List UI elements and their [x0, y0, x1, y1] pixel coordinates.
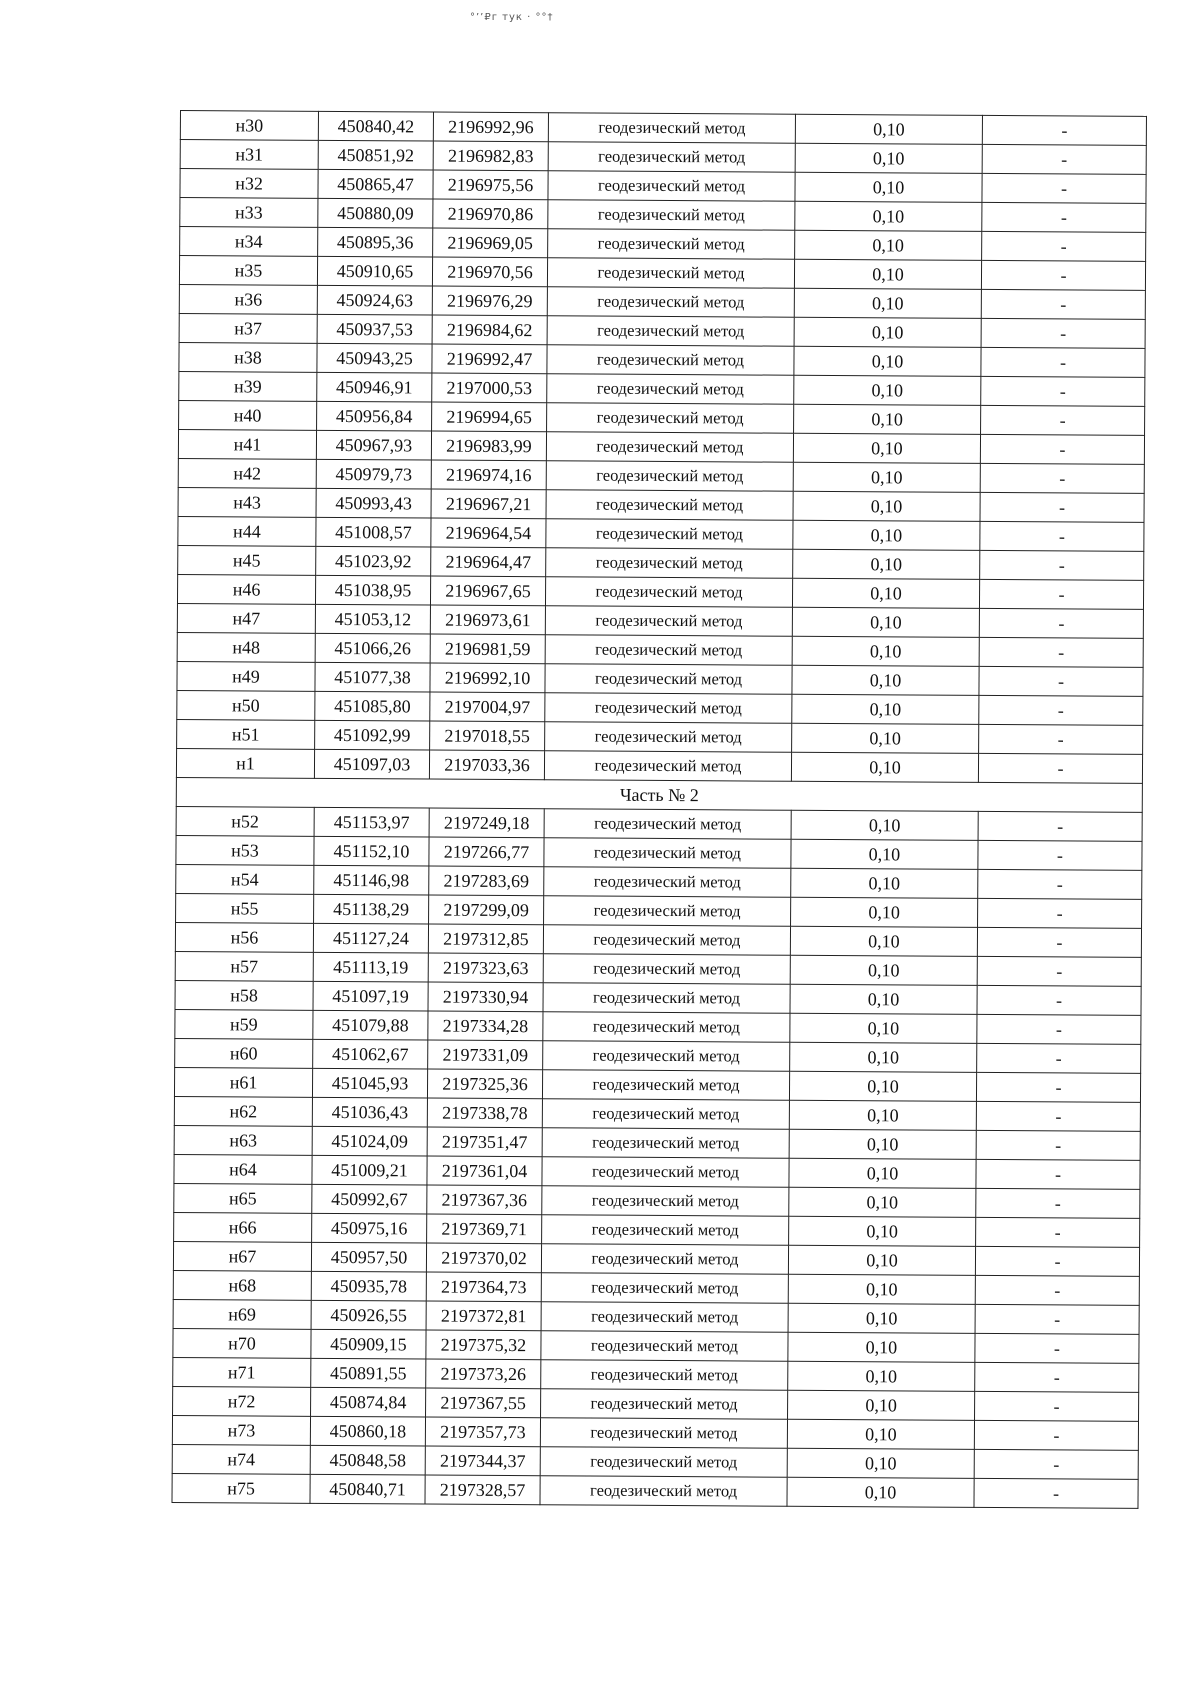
y-coordinate-cell: 2196992,96: [433, 112, 548, 142]
x-coordinate-cell: 451062,67: [313, 1039, 428, 1069]
y-coordinate-cell: 2197299,09: [429, 895, 544, 925]
y-coordinate-cell: 2197367,36: [427, 1185, 542, 1215]
x-coordinate-cell: 451066,26: [315, 633, 430, 663]
description-cell: -: [977, 1014, 1141, 1044]
y-coordinate-cell: 2196970,86: [433, 199, 548, 229]
accuracy-cell: 0,10: [792, 723, 979, 753]
point-name-cell: н42: [178, 458, 316, 488]
x-coordinate-cell: 451092,99: [315, 720, 430, 750]
point-name-cell: н37: [179, 313, 317, 343]
y-coordinate-cell: 2197283,69: [429, 866, 544, 896]
method-cell: геодезический метод: [546, 519, 793, 550]
description-cell: -: [976, 1159, 1140, 1189]
accuracy-cell: 0,10: [789, 1187, 976, 1217]
description-cell: -: [980, 550, 1144, 580]
point-name-cell: н57: [175, 951, 313, 981]
point-name-cell: н40: [179, 400, 317, 430]
description-cell: -: [981, 405, 1145, 435]
method-cell: геодезический метод: [541, 1244, 788, 1275]
description-cell: -: [974, 1478, 1138, 1508]
description-cell: -: [975, 1275, 1139, 1305]
point-name-cell: н52: [176, 806, 314, 836]
method-cell: геодезический метод: [548, 229, 795, 260]
y-coordinate-cell: 2197249,18: [429, 808, 544, 838]
y-coordinate-cell: 2197375,32: [426, 1330, 541, 1360]
method-cell: геодезический метод: [548, 142, 795, 173]
description-cell: -: [980, 521, 1144, 551]
accuracy-cell: 0,10: [788, 1332, 975, 1362]
y-coordinate-cell: 2197323,63: [428, 953, 543, 983]
method-cell: геодезический метод: [540, 1418, 787, 1449]
y-coordinate-cell: 2196964,47: [431, 547, 546, 577]
accuracy-cell: 0,10: [791, 752, 978, 782]
method-cell: геодезический метод: [546, 490, 793, 521]
method-cell: геодезический метод: [546, 548, 793, 579]
y-coordinate-cell: 2196976,29: [432, 286, 547, 316]
accuracy-cell: 0,10: [790, 984, 977, 1014]
description-cell: -: [978, 840, 1142, 870]
x-coordinate-cell: 451024,09: [312, 1126, 427, 1156]
method-cell: геодезический метод: [545, 606, 792, 637]
accuracy-cell: 0,10: [789, 1071, 976, 1101]
description-cell: -: [982, 173, 1146, 203]
x-coordinate-cell: 450851,92: [318, 140, 433, 170]
point-name-cell: н45: [178, 545, 316, 575]
method-cell: геодезический метод: [543, 1012, 790, 1043]
y-coordinate-cell: 2196967,21: [431, 489, 546, 519]
method-cell: геодезический метод: [544, 838, 791, 869]
method-cell: геодезический метод: [545, 693, 792, 724]
point-name-cell: н31: [180, 140, 318, 170]
accuracy-cell: 0,10: [794, 317, 981, 347]
y-coordinate-cell: 2197328,57: [425, 1475, 540, 1505]
method-cell: геодезический метод: [547, 316, 794, 347]
x-coordinate-cell: 450840,71: [310, 1474, 425, 1504]
accuracy-cell: 0,10: [789, 1158, 976, 1188]
description-cell: -: [976, 1072, 1140, 1102]
y-coordinate-cell: 2197338,78: [427, 1098, 542, 1128]
accuracy-cell: 0,10: [791, 868, 978, 898]
point-name-cell: н36: [179, 284, 317, 314]
point-name-cell: н70: [173, 1328, 311, 1358]
accuracy-cell: 0,10: [787, 1448, 974, 1478]
accuracy-cell: 0,10: [794, 288, 981, 318]
x-coordinate-cell: 451153,97: [314, 807, 429, 837]
method-cell: геодезический метод: [548, 200, 795, 231]
accuracy-cell: 0,10: [794, 375, 981, 405]
method-cell: геодезический метод: [548, 171, 795, 202]
y-coordinate-cell: 2197344,37: [425, 1446, 540, 1476]
x-coordinate-cell: 450910,65: [317, 256, 432, 286]
method-cell: геодезический метод: [543, 1041, 790, 1072]
y-coordinate-cell: 2196967,65: [430, 576, 545, 606]
accuracy-cell: 0,10: [789, 1129, 976, 1159]
method-cell: геодезический метод: [544, 896, 791, 927]
accuracy-cell: 0,10: [789, 1100, 976, 1130]
y-coordinate-cell: 2197325,36: [427, 1069, 542, 1099]
description-cell: -: [982, 115, 1146, 145]
y-coordinate-cell: 2197334,28: [428, 1011, 543, 1041]
accuracy-cell: 0,10: [795, 201, 982, 231]
accuracy-cell: 0,10: [791, 839, 978, 869]
x-coordinate-cell: 450993,43: [316, 488, 431, 518]
x-coordinate-cell: 450860,18: [310, 1416, 425, 1446]
point-name-cell: н56: [175, 922, 313, 952]
y-coordinate-cell: 2196973,61: [430, 605, 545, 635]
x-coordinate-cell: 451079,88: [313, 1010, 428, 1040]
y-coordinate-cell: 2197312,85: [428, 924, 543, 954]
point-name-cell: н49: [177, 661, 315, 691]
description-cell: -: [982, 231, 1146, 261]
y-coordinate-cell: 2197361,04: [427, 1156, 542, 1186]
accuracy-cell: 0,10: [793, 520, 980, 550]
accuracy-cell: 0,10: [788, 1274, 975, 1304]
method-cell: геодезический метод: [544, 809, 791, 840]
method-cell: геодезический метод: [540, 1476, 787, 1507]
x-coordinate-cell: 451077,38: [315, 662, 430, 692]
description-cell: -: [974, 1420, 1138, 1450]
point-name-cell: н32: [180, 169, 318, 199]
accuracy-cell: 0,10: [792, 636, 979, 666]
x-coordinate-cell: 450946,91: [317, 372, 432, 402]
x-coordinate-cell: 450874,84: [311, 1387, 426, 1417]
description-cell: -: [978, 811, 1142, 841]
header-stamp: °’’₽г тук · °°†: [470, 12, 554, 23]
y-coordinate-cell: 2197018,55: [430, 721, 545, 751]
x-coordinate-cell: 451138,29: [314, 894, 429, 924]
accuracy-cell: 0,10: [792, 578, 979, 608]
part-label: Часть № 2: [176, 777, 1142, 812]
table-row: [172, 1473, 1138, 1508]
method-cell: геодезический метод: [545, 664, 792, 695]
point-name-cell: н74: [172, 1444, 310, 1474]
y-coordinate-cell: 2196974,16: [431, 460, 546, 490]
point-name-cell: н72: [173, 1386, 311, 1416]
point-name-cell: н35: [179, 256, 317, 286]
x-coordinate-cell: 450937,53: [317, 314, 432, 344]
x-coordinate-cell: 451146,98: [314, 865, 429, 895]
x-coordinate-cell: 450924,63: [317, 285, 432, 315]
x-coordinate-cell: 450979,73: [316, 459, 431, 489]
description-cell: -: [975, 1304, 1139, 1334]
point-name-cell: н39: [179, 371, 317, 401]
description-cell: -: [975, 1333, 1139, 1363]
point-name-cell: н75: [172, 1473, 310, 1503]
description-cell: -: [979, 637, 1143, 667]
y-coordinate-cell: 2197364,73: [426, 1272, 541, 1302]
description-cell: -: [981, 318, 1145, 348]
x-coordinate-cell: 450956,84: [317, 401, 432, 431]
x-coordinate-cell: 451053,12: [315, 604, 430, 634]
point-name-cell: н63: [174, 1125, 312, 1155]
point-name-cell: н59: [175, 1009, 313, 1039]
coordinates-table-body: [172, 111, 1146, 1509]
method-cell: геодезический метод: [541, 1331, 788, 1362]
method-cell: геодезический метод: [543, 925, 790, 956]
description-cell: -: [981, 289, 1145, 319]
description-cell: -: [977, 956, 1141, 986]
accuracy-cell: 0,10: [795, 143, 982, 173]
method-cell: геодезический метод: [547, 374, 794, 405]
method-cell: геодезический метод: [542, 1099, 789, 1130]
y-coordinate-cell: 2196994,65: [432, 402, 547, 432]
point-name-cell: н65: [174, 1183, 312, 1213]
description-cell: -: [975, 1362, 1139, 1392]
y-coordinate-cell: 2197372,81: [426, 1301, 541, 1331]
accuracy-cell: 0,10: [787, 1477, 974, 1507]
x-coordinate-cell: 450880,09: [318, 198, 433, 228]
x-coordinate-cell: 450943,25: [317, 343, 432, 373]
point-name-cell: н66: [174, 1212, 312, 1242]
x-coordinate-cell: 451009,21: [312, 1155, 427, 1185]
point-name-cell: н46: [177, 574, 315, 604]
accuracy-cell: 0,10: [792, 665, 979, 695]
x-coordinate-cell: 451097,03: [314, 749, 429, 779]
method-cell: геодезический метод: [543, 983, 790, 1014]
method-cell: геодезический метод: [542, 1128, 789, 1159]
y-coordinate-cell: 2197004,97: [430, 692, 545, 722]
description-cell: -: [980, 434, 1144, 464]
point-name-cell: н69: [173, 1299, 311, 1329]
accuracy-cell: 0,10: [794, 404, 981, 434]
description-cell: -: [976, 1188, 1140, 1218]
y-coordinate-cell: 2196975,56: [433, 170, 548, 200]
method-cell: геодезический метод: [547, 258, 794, 289]
point-name-cell: н55: [176, 893, 314, 923]
description-cell: -: [981, 376, 1145, 406]
accuracy-cell: 0,10: [795, 172, 982, 202]
accuracy-cell: 0,10: [793, 549, 980, 579]
accuracy-cell: 0,10: [791, 810, 978, 840]
method-cell: геодезический метод: [541, 1360, 788, 1391]
accuracy-cell: 0,10: [793, 433, 980, 463]
method-cell: геодезический метод: [542, 1215, 789, 1246]
x-coordinate-cell: 451038,95: [315, 575, 430, 605]
description-cell: -: [979, 695, 1143, 725]
y-coordinate-cell: 2196970,56: [432, 257, 547, 287]
accuracy-cell: 0,10: [793, 491, 980, 521]
method-cell: геодезический метод: [542, 1186, 789, 1217]
y-coordinate-cell: 2196992,10: [430, 663, 545, 693]
y-coordinate-cell: 2197370,02: [426, 1243, 541, 1273]
x-coordinate-cell: 450909,15: [311, 1329, 426, 1359]
description-cell: -: [980, 463, 1144, 493]
description-cell: -: [978, 869, 1142, 899]
y-coordinate-cell: 2197033,36: [429, 750, 544, 780]
point-name-cell: н38: [179, 342, 317, 372]
accuracy-cell: 0,10: [790, 1013, 977, 1043]
y-coordinate-cell: 2197330,94: [428, 982, 543, 1012]
y-coordinate-cell: 2197000,53: [432, 373, 547, 403]
point-name-cell: н41: [178, 429, 316, 459]
x-coordinate-cell: 451113,19: [313, 952, 428, 982]
x-coordinate-cell: 451127,24: [313, 923, 428, 953]
accuracy-cell: 0,10: [790, 955, 977, 985]
point-name-cell: н51: [177, 719, 315, 749]
method-cell: геодезический метод: [545, 722, 792, 753]
x-coordinate-cell: 450967,93: [316, 430, 431, 460]
description-cell: -: [974, 1449, 1138, 1479]
point-name-cell: н50: [177, 690, 315, 720]
method-cell: геодезический метод: [548, 113, 795, 144]
description-cell: -: [977, 985, 1141, 1015]
accuracy-cell: 0,10: [795, 230, 982, 260]
description-cell: -: [978, 898, 1142, 928]
method-cell: геодезический метод: [547, 345, 794, 376]
accuracy-cell: 0,10: [795, 114, 982, 144]
point-name-cell: н30: [180, 111, 318, 141]
description-cell: -: [976, 1101, 1140, 1131]
x-coordinate-cell: 450957,50: [311, 1242, 426, 1272]
point-name-cell: н62: [174, 1096, 312, 1126]
description-cell: -: [976, 1130, 1140, 1160]
x-coordinate-cell: 451045,93: [312, 1068, 427, 1098]
accuracy-cell: 0,10: [794, 259, 981, 289]
x-coordinate-cell: 450895,36: [318, 227, 433, 257]
method-cell: геодезический метод: [547, 403, 794, 434]
x-coordinate-cell: 451152,10: [314, 836, 429, 866]
x-coordinate-cell: 450992,67: [312, 1184, 427, 1214]
x-coordinate-cell: 451036,43: [312, 1097, 427, 1127]
method-cell: геодезический метод: [544, 751, 791, 782]
description-cell: -: [979, 724, 1143, 754]
accuracy-cell: 0,10: [788, 1390, 975, 1420]
x-coordinate-cell: 450848,58: [310, 1445, 425, 1475]
y-coordinate-cell: 2196992,47: [432, 344, 547, 374]
y-coordinate-cell: 2196981,59: [430, 634, 545, 664]
coordinates-table: [171, 110, 1146, 1509]
x-coordinate-cell: 450975,16: [312, 1213, 427, 1243]
accuracy-cell: 0,10: [792, 607, 979, 637]
y-coordinate-cell: 2197331,09: [428, 1040, 543, 1070]
point-name-cell: н47: [177, 603, 315, 633]
accuracy-cell: 0,10: [790, 926, 977, 956]
point-name-cell: н53: [176, 835, 314, 865]
method-cell: геодезический метод: [544, 867, 791, 898]
point-name-cell: н60: [175, 1038, 313, 1068]
accuracy-cell: 0,10: [793, 462, 980, 492]
description-cell: -: [975, 1391, 1139, 1421]
accuracy-cell: 0,10: [794, 346, 981, 376]
accuracy-cell: 0,10: [791, 897, 978, 927]
x-coordinate-cell: 450840,42: [318, 111, 433, 141]
x-coordinate-cell: 451097,19: [313, 981, 428, 1011]
method-cell: геодезический метод: [545, 577, 792, 608]
accuracy-cell: 0,10: [792, 694, 979, 724]
accuracy-cell: 0,10: [790, 1042, 977, 1072]
y-coordinate-cell: 2197357,73: [425, 1417, 540, 1447]
method-cell: геодезический метод: [542, 1157, 789, 1188]
point-name-cell: н43: [178, 487, 316, 517]
description-cell: -: [982, 144, 1146, 174]
y-coordinate-cell: 2196983,99: [431, 431, 546, 461]
description-cell: -: [982, 202, 1146, 232]
accuracy-cell: 0,10: [788, 1361, 975, 1391]
description-cell: -: [976, 1217, 1140, 1247]
y-coordinate-cell: 2197266,77: [429, 837, 544, 867]
x-coordinate-cell: 451023,92: [316, 546, 431, 576]
point-name-cell: н68: [173, 1270, 311, 1300]
method-cell: геодезический метод: [541, 1273, 788, 1304]
description-cell: -: [975, 1246, 1139, 1276]
y-coordinate-cell: 2197373,26: [426, 1359, 541, 1389]
description-cell: -: [981, 347, 1145, 377]
y-coordinate-cell: 2197367,55: [426, 1388, 541, 1418]
point-name-cell: н71: [173, 1357, 311, 1387]
point-name-cell: н54: [176, 864, 314, 894]
description-cell: -: [978, 753, 1142, 783]
x-coordinate-cell: 450865,47: [318, 169, 433, 199]
x-coordinate-cell: 450891,55: [311, 1358, 426, 1388]
description-cell: -: [977, 1043, 1141, 1073]
accuracy-cell: 0,10: [788, 1303, 975, 1333]
point-name-cell: н34: [180, 227, 318, 257]
y-coordinate-cell: 2197351,47: [427, 1127, 542, 1157]
point-name-cell: н44: [178, 516, 316, 546]
y-coordinate-cell: 2196969,05: [433, 228, 548, 258]
y-coordinate-cell: 2197369,71: [427, 1214, 542, 1244]
description-cell: -: [980, 492, 1144, 522]
x-coordinate-cell: 451008,57: [316, 517, 431, 547]
method-cell: геодезический метод: [540, 1447, 787, 1478]
accuracy-cell: 0,10: [787, 1419, 974, 1449]
description-cell: -: [979, 666, 1143, 696]
y-coordinate-cell: 2196964,54: [431, 518, 546, 548]
accuracy-cell: 0,10: [789, 1216, 976, 1246]
point-name-cell: н73: [172, 1415, 310, 1445]
x-coordinate-cell: 450926,55: [311, 1300, 426, 1330]
method-cell: геодезический метод: [547, 287, 794, 318]
x-coordinate-cell: 450935,78: [311, 1271, 426, 1301]
point-name-cell: н61: [174, 1067, 312, 1097]
description-cell: -: [979, 579, 1143, 609]
method-cell: геодезический метод: [545, 635, 792, 666]
description-cell: -: [977, 927, 1141, 957]
point-name-cell: н64: [174, 1154, 312, 1184]
method-cell: геодезический метод: [543, 954, 790, 985]
point-name-cell: н1: [176, 748, 314, 778]
x-coordinate-cell: 451085,80: [315, 691, 430, 721]
accuracy-cell: 0,10: [788, 1245, 975, 1275]
method-cell: геодезический метод: [542, 1070, 789, 1101]
point-name-cell: н58: [175, 980, 313, 1010]
y-coordinate-cell: 2196984,62: [432, 315, 547, 345]
method-cell: геодезический метод: [541, 1389, 788, 1420]
description-cell: -: [981, 260, 1145, 290]
method-cell: геодезический метод: [546, 461, 793, 492]
method-cell: геодезический метод: [546, 432, 793, 463]
point-name-cell: н48: [177, 632, 315, 662]
y-coordinate-cell: 2196982,83: [433, 141, 548, 171]
method-cell: геодезический метод: [541, 1302, 788, 1333]
point-name-cell: н67: [173, 1241, 311, 1271]
point-name-cell: н33: [180, 198, 318, 228]
description-cell: -: [979, 608, 1143, 638]
